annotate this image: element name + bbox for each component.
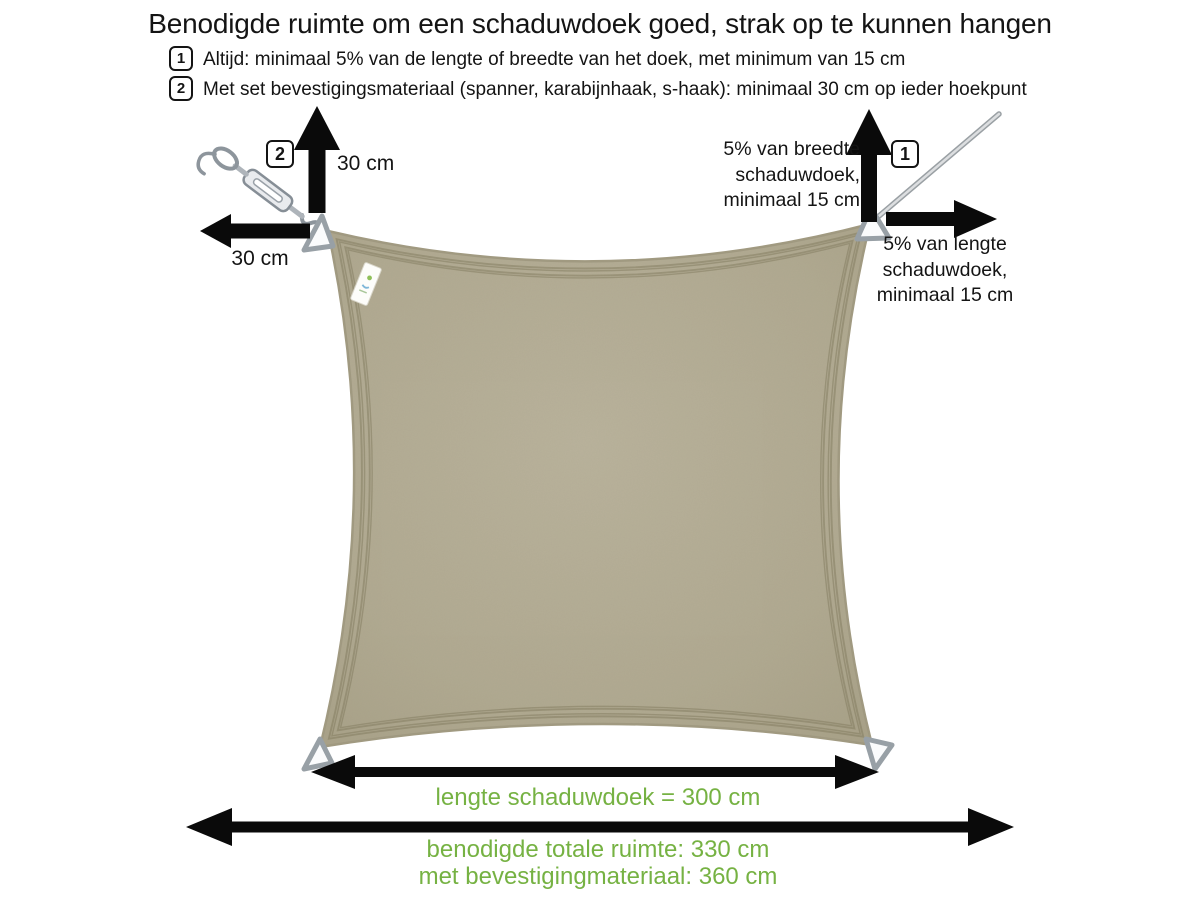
- note-marker-1: 1: [169, 46, 193, 71]
- total-space-caption: benodigde totale ruimte: 330 cm: [426, 836, 770, 863]
- tension-cable-graphic: [872, 114, 999, 222]
- with-fixings-caption: met bevestigingmateriaal: 360 cm: [418, 863, 778, 890]
- note-text-2: Met set bevestigingsmateriaal (spanner, karabijnhaak, s-haak): minimaal 30 cm op ieder hoekpunt: [203, 79, 1027, 100]
- note-text-1: Altijd: minimaal 5% van de lengte of breedte van het doek, met minimum van 15 cm: [203, 49, 906, 70]
- up-arrow-label-left: 30 cm: [337, 152, 395, 175]
- page-title: Benodigde ruimte om een schaduwdoek goed, strak op te kunnen hangen: [148, 8, 1052, 39]
- lengte-label: 5% van lengte schaduwdoek, minimaal 15 cm: [876, 233, 1014, 306]
- diagram-marker-2: 2: [266, 140, 294, 168]
- note-row-1: [169, 46, 905, 72]
- sail-length-caption: lengte schaduwdoek = 300 cm: [435, 784, 761, 811]
- note-marker-2: 2: [169, 76, 193, 101]
- diagram-marker-1: 1: [891, 140, 919, 168]
- arrow-left-top-left: [200, 214, 310, 248]
- sail-fabric: [290, 190, 910, 780]
- corner-ring-bottom-right: [866, 739, 892, 769]
- note-row-2: [169, 76, 1027, 102]
- arrow-up-top-left: [294, 106, 340, 213]
- left-arrow-label: 30 cm: [231, 247, 289, 270]
- breedte-label: 5% van breedte schaduwdoek, minimaal 15 cm: [723, 138, 860, 211]
